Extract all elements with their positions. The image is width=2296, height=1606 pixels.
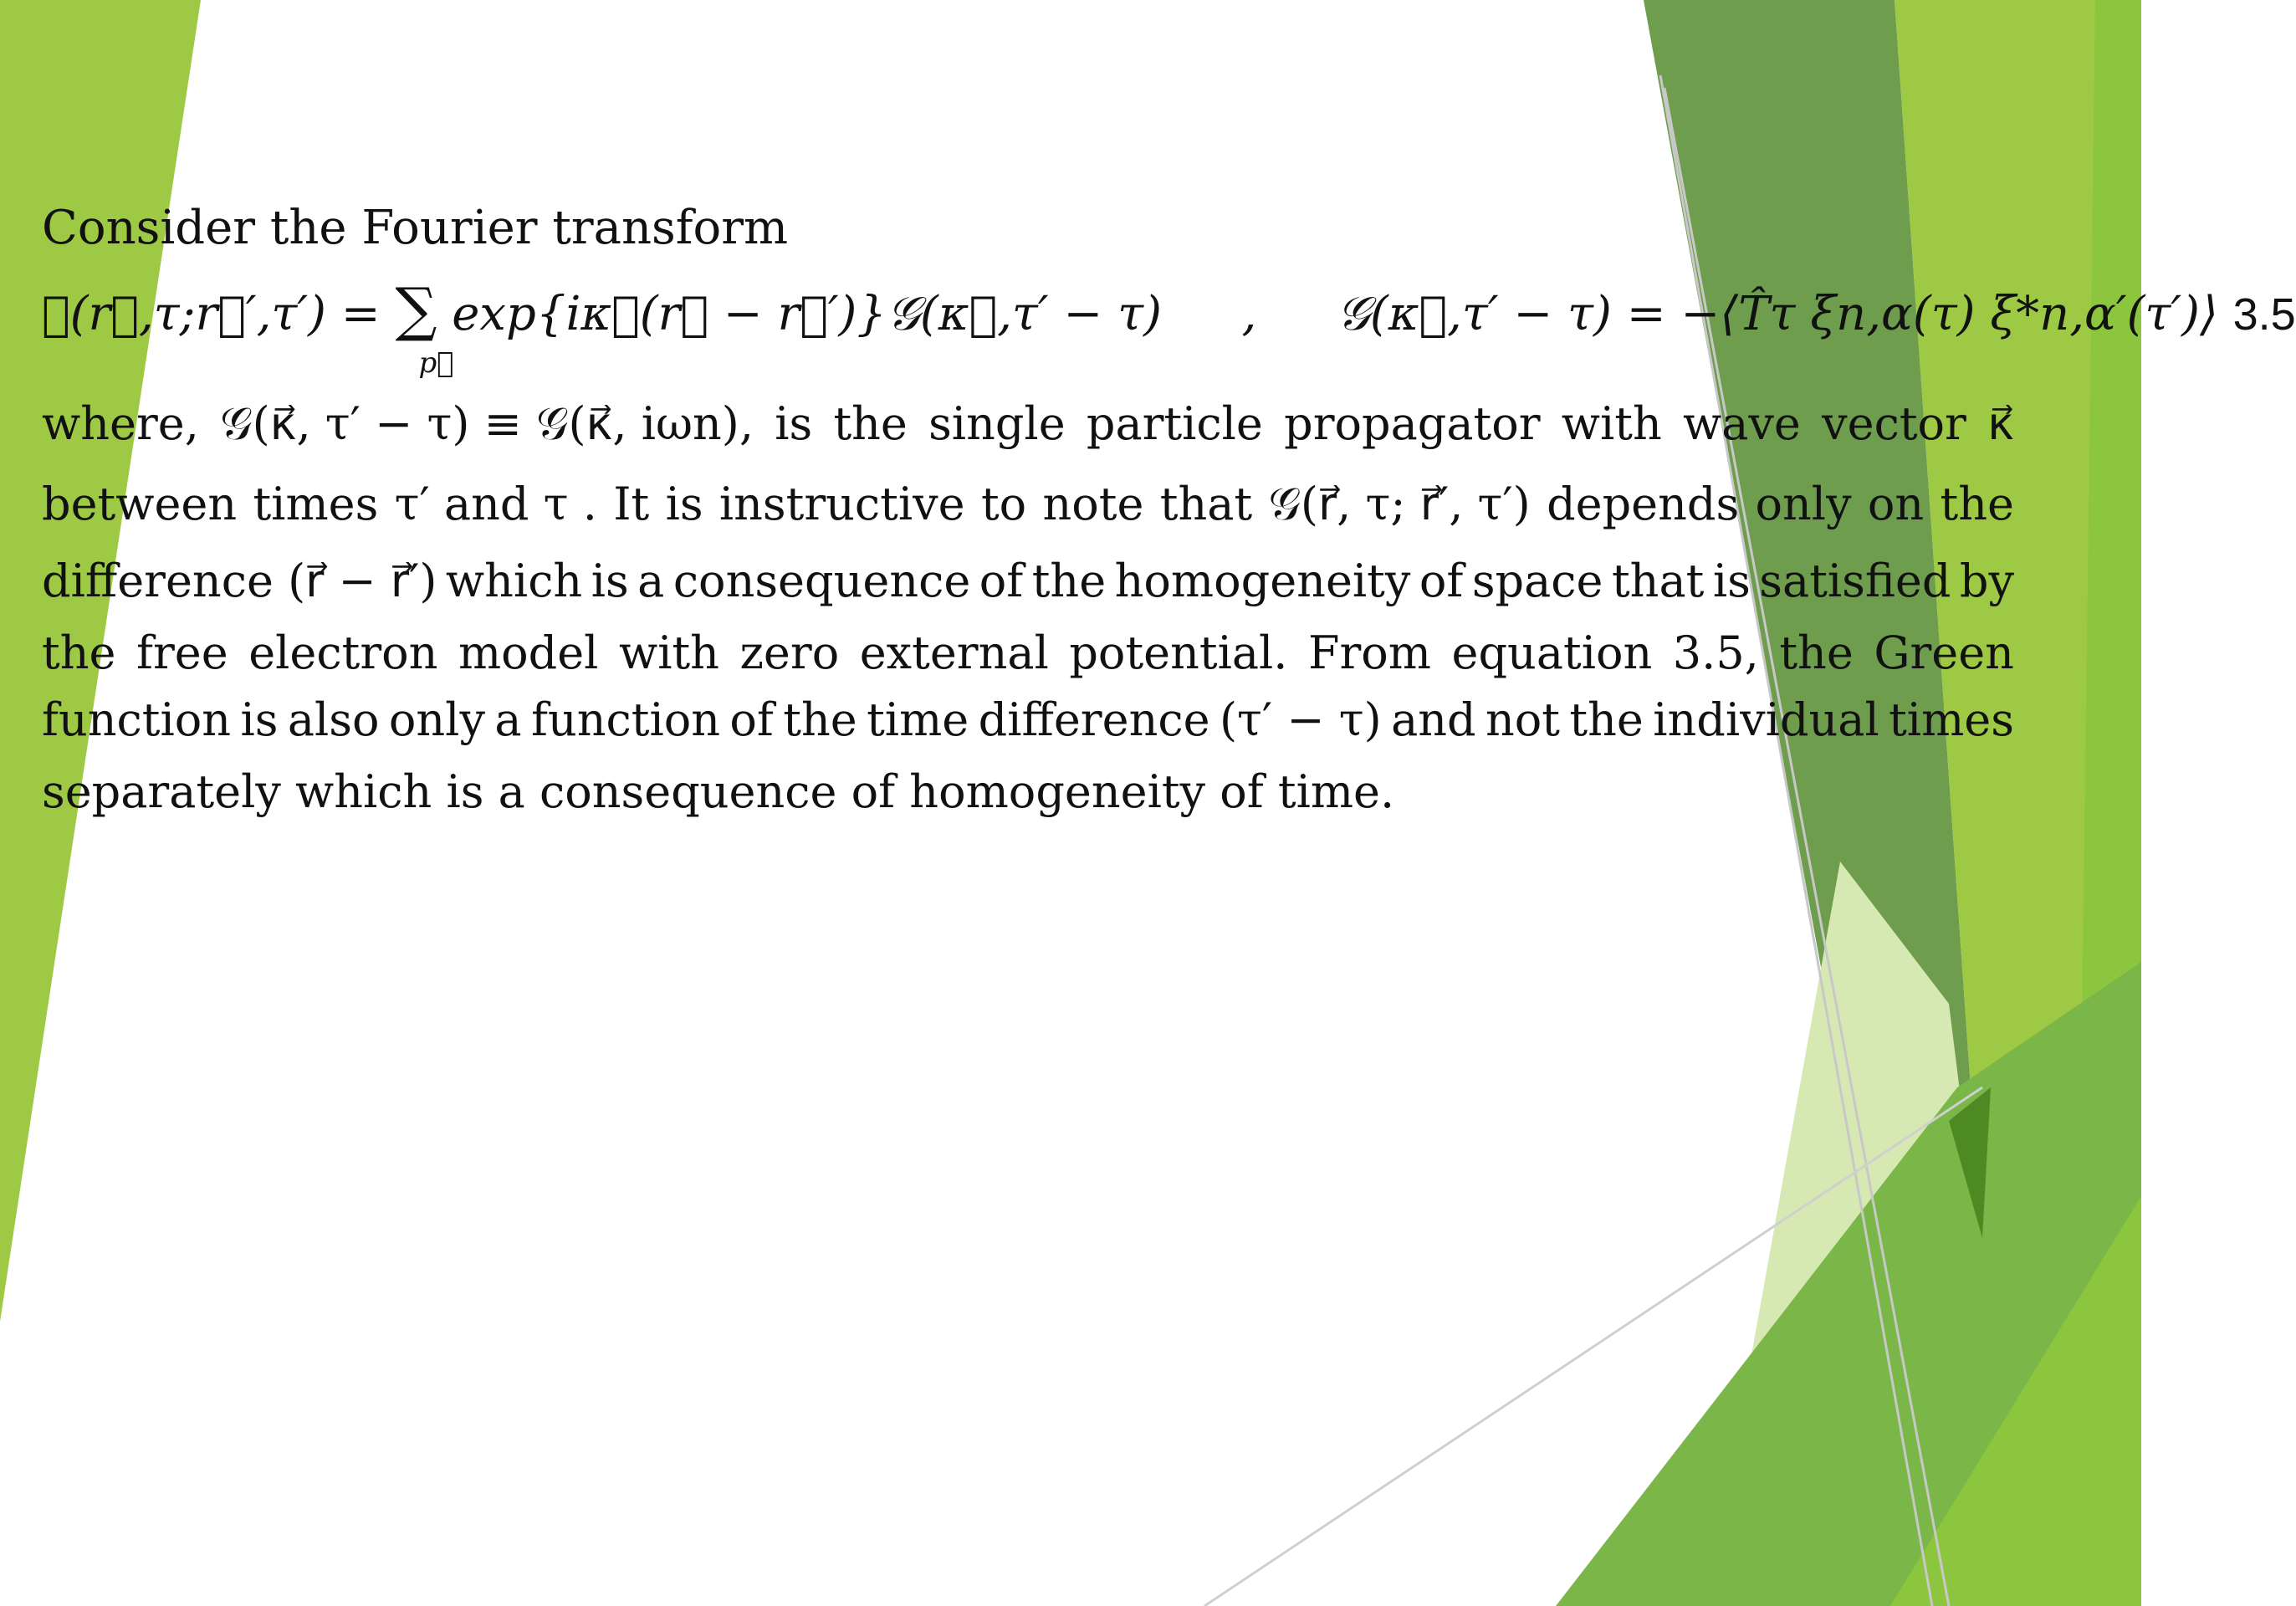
paragraph-word: the <box>1940 478 2014 530</box>
paragraph-word: 𝒢(r⃗, τ; r⃗′, τ′) <box>1268 478 1531 530</box>
equation-lhs: 𝒢(r⃗,τ;r⃗′,τ′) <box>42 287 326 341</box>
paragraph-word: of <box>1419 555 1464 607</box>
paragraph-word: separately which is a consequence of homogeneity of time. <box>42 765 1395 818</box>
paragraph-line-3 <box>42 555 2014 607</box>
equation-equals: = <box>340 287 381 341</box>
paragraph-word: difference <box>978 693 1210 746</box>
equation-number: 3.5 <box>2232 289 2296 340</box>
paragraph-word: function <box>530 693 720 746</box>
paragraph-word: times <box>1889 693 2014 746</box>
paragraph-word: τ′ and τ . <box>394 478 597 530</box>
paragraph-word: free <box>136 627 228 679</box>
paragraph-word: external <box>859 627 1049 679</box>
paragraph-word: It <box>613 478 650 530</box>
paragraph-word: where, <box>42 397 199 450</box>
paragraph-word: with <box>1561 397 1662 450</box>
paragraph-word: time <box>867 693 969 746</box>
paragraph-word: function <box>42 693 232 746</box>
paragraph-word: satisfied <box>1759 555 1951 607</box>
paragraph-word: also <box>287 693 380 746</box>
paragraph-word: wave <box>1683 397 1801 450</box>
paragraph-word: that <box>1611 555 1705 607</box>
paragraph-word: depends <box>1547 478 1740 530</box>
rhs-lhs: 𝒢(κ⃗,τ′ − τ) <box>1336 287 1612 341</box>
equation-3-5 <box>42 275 2296 380</box>
paragraph-word: only <box>1755 478 1852 530</box>
rhs-expression: = −⟨T̂τ ξn,α(τ) ξ*n,α′(τ′)⟩ <box>1626 287 2218 341</box>
paragraph-word: consequence <box>672 555 971 607</box>
paragraph-line-4 <box>42 627 2014 679</box>
paragraph-word: the <box>1779 627 1854 679</box>
paragraph-word: the <box>833 397 908 450</box>
sum-symbol: ∑ <box>395 275 437 344</box>
paragraph-word: a <box>637 555 665 607</box>
paragraph-word: with <box>618 627 719 679</box>
sum-index: p⃗ <box>418 346 454 380</box>
paragraph-word: 𝒢(κ⃗, τ′ − τ) ≡ 𝒢(κ⃗, iωn), <box>220 397 754 450</box>
paragraph-word: the <box>783 693 857 746</box>
paragraph-word: instructive <box>718 478 965 530</box>
paragraph-word: homogeneity <box>1114 555 1411 607</box>
paragraph-word: space <box>1471 555 1603 607</box>
paragraph-word: note <box>1042 478 1144 530</box>
paragraph-word: zero <box>739 627 840 679</box>
paragraph-word: 3.5, <box>1672 627 1759 679</box>
paragraph-word: potential. <box>1069 627 1288 679</box>
intro-text: Consider the Fourier transform <box>42 201 789 255</box>
paragraph-line-6 <box>42 765 2014 818</box>
paragraph-word: times <box>253 478 379 530</box>
paragraph-word: difference (r⃗ − r⃗′) <box>42 555 437 607</box>
paragraph-word: to <box>980 478 1027 530</box>
paragraph-word: which <box>445 555 583 607</box>
paragraph-word: single <box>928 397 1066 450</box>
paragraph-word: is <box>240 693 279 746</box>
equation-separator: , <box>1241 287 1257 341</box>
paragraph-word: on <box>1867 478 1925 530</box>
paragraph-word: the <box>1569 693 1644 746</box>
paragraph-word: electron <box>248 627 438 679</box>
paragraph-word: individual <box>1653 693 1879 746</box>
paragraph-word: a <box>494 693 522 746</box>
paragraph-word: From <box>1308 627 1431 679</box>
paragraph-word: is <box>591 555 629 607</box>
paragraph-word: by <box>1959 555 2014 607</box>
paragraph-word: that <box>1159 478 1253 530</box>
paragraph-word: the <box>1031 555 1107 607</box>
paragraph-word: not <box>1485 693 1561 746</box>
paragraph-word: κ⃗ <box>1987 397 2014 450</box>
paragraph-word: model <box>458 627 599 679</box>
paragraph-word: and <box>1391 693 1476 746</box>
paragraph-line-2 <box>42 478 2014 530</box>
paragraph-word: the <box>42 627 116 679</box>
paragraph-word: between <box>42 478 238 530</box>
paragraph-word: only <box>388 693 485 746</box>
paragraph-word: is <box>1712 555 1751 607</box>
paragraph-word: equation <box>1451 627 1653 679</box>
paragraph-word: is <box>775 397 813 450</box>
paragraph-word: Green <box>1874 627 2014 679</box>
paragraph-word: vector <box>1822 397 1966 450</box>
paragraph-line-5 <box>42 693 2014 746</box>
summation <box>395 275 454 380</box>
paragraph-line-1 <box>42 397 2014 450</box>
paragraph-word: is <box>665 478 703 530</box>
paragraph-word: (τ′ − τ) <box>1219 693 1382 746</box>
paragraph-word: of <box>979 555 1024 607</box>
paragraph-word: propagator <box>1284 397 1541 450</box>
sum-body: exp{iκ⃗(r⃗ − r⃗′)}𝒢(κ⃗,τ′ − τ) <box>452 287 1162 341</box>
paragraph-word: particle <box>1086 397 1263 450</box>
paragraph-word: of <box>729 693 774 746</box>
